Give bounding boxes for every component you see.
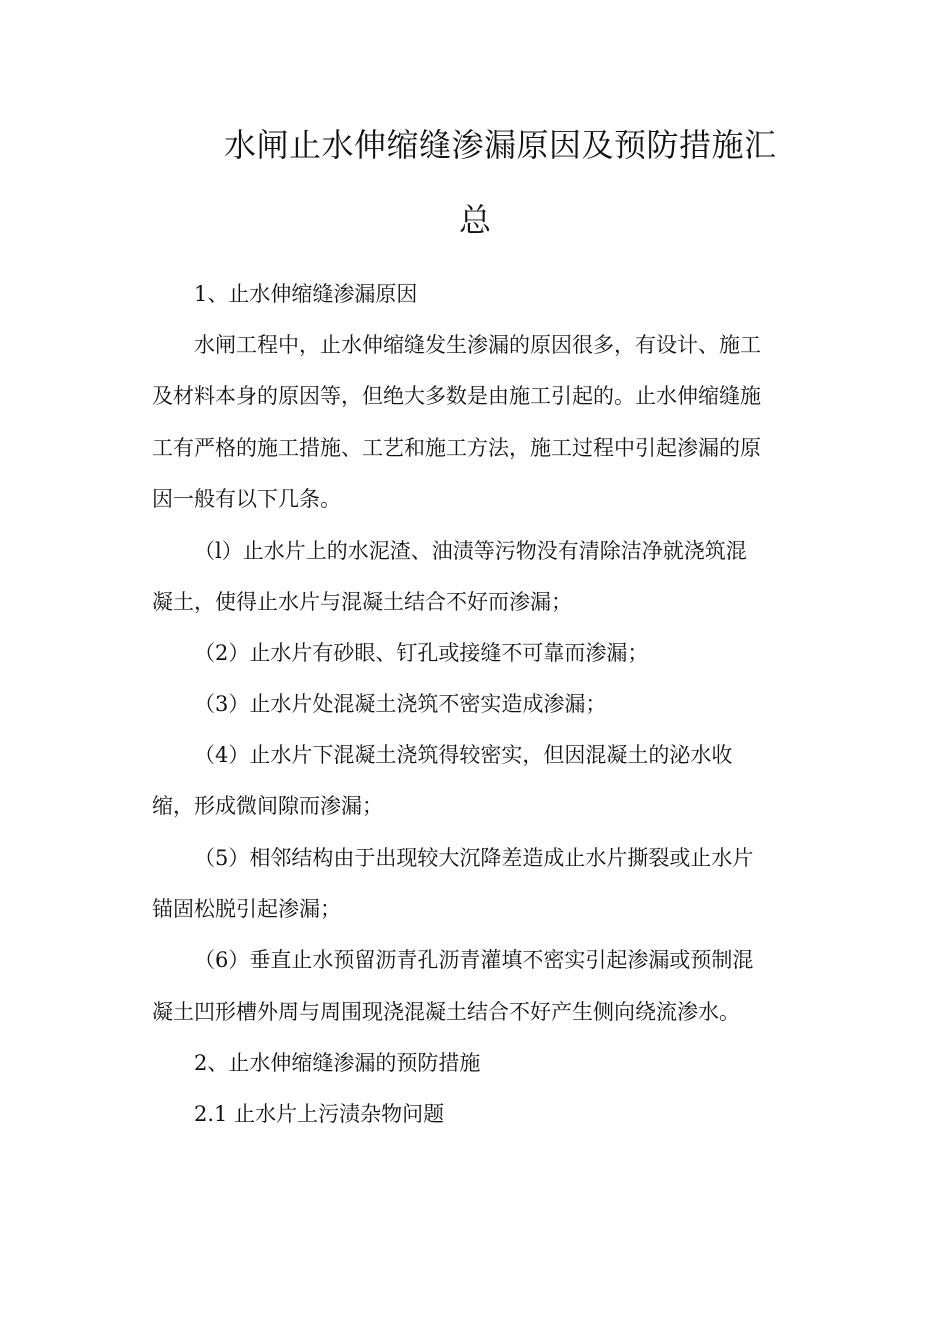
document-title-line-1: 水闸止水伸缩缝渗漏原因及预防措施汇	[224, 126, 777, 164]
cause-item-6-line: （6）垂直止水预留沥青孔沥青灌填不密实引起渗漏或预制混	[194, 948, 754, 972]
cause-item-6-line: 凝土凹形槽外周与周围现浇混凝土结合不好产生侧向绕流渗水。	[152, 1000, 740, 1024]
cause-item-5-line: 锚固松脱引起渗漏；	[152, 897, 341, 921]
intro-paragraph-line: 工有严格的施工措施、工艺和施工方法，施工过程中引起渗漏的原	[152, 436, 761, 460]
document-title-line-2: 总	[459, 201, 492, 239]
cause-item-4-line: 缩，形成微间隙而渗漏；	[152, 794, 383, 818]
cause-item-1-line: （l）止水片上的水泥渣、油渍等污物没有清除洁净就浇筑混	[194, 539, 747, 563]
cause-item-3: （3）止水片处混凝土浇筑不密实造成渗漏；	[194, 692, 607, 716]
intro-paragraph-line: 水闸工程中，止水伸缩缝发生渗漏的原因很多，有设计、施工	[194, 333, 761, 357]
cause-item-2: （2）止水片有砂眼、钉孔或接缝不可靠而渗漏；	[194, 641, 649, 665]
intro-paragraph-line: 及材料本身的原因等，但绝大多数是由施工引起的。止水伸缩缝施	[152, 384, 761, 408]
cause-item-1-line: 凝土，使得止水片与混凝土结合不好而渗漏；	[152, 590, 572, 614]
cause-item-4-line: （4）止水片下混凝土浇筑得较密实，但因混凝土的泌水收	[194, 743, 733, 767]
intro-paragraph-line: 因一般有以下几条。	[152, 487, 341, 511]
subsection-2-1-heading: 2.1 止水片上污渍杂物问题	[194, 1102, 445, 1126]
section-2-heading: 2、止水伸缩缝渗漏的预防措施	[194, 1051, 481, 1075]
cause-item-5-line: （5）相邻结构由于出现较大沉降差造成止水片撕裂或止水片	[194, 846, 754, 870]
section-1-heading: 1、止水伸缩缝渗漏原因	[194, 282, 418, 306]
